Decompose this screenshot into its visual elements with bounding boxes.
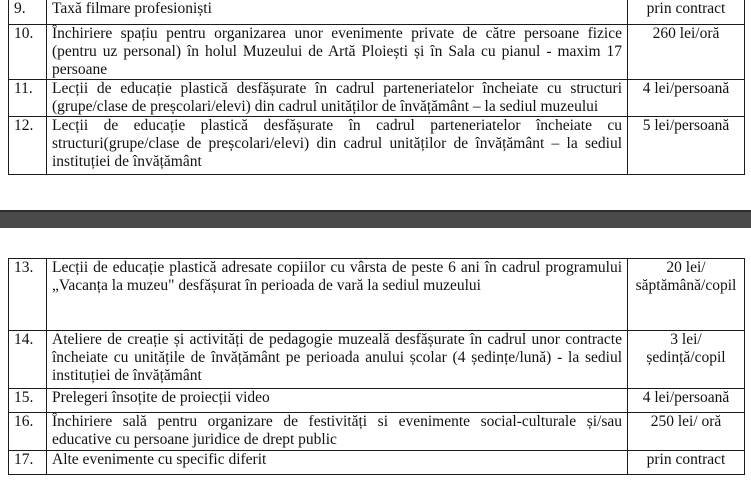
row-number: 13. [9,259,47,331]
table-row [9,451,745,475]
document-page-bottom [0,228,751,498]
table-row [9,24,745,79]
page-break-separator [0,210,751,228]
table-row [9,413,745,451]
row-price: 260 lei/oră [628,24,745,79]
row-description: Alte evenimente cu specific diferit [47,451,628,475]
row-price: 3 lei/ ședință/copil [628,331,745,389]
row-price: prin contract [628,0,745,24]
row-price: 5 lei/persoană [628,116,745,174]
row-description: Închiriere spațiu pentru organizarea unor evenimente private de către persoane fizice (pentru uz personal) în holul Muzeului de Artă Ploiești și în Sala cu pianul - maxim 17 persoane [47,24,628,79]
table-row [9,259,745,331]
row-price: 4 lei/persoană [628,389,745,413]
row-number: 15. [9,389,47,413]
row-number: 17. [9,451,47,475]
row-number: 9. [9,0,47,24]
row-number: 12. [9,116,47,174]
table-row [9,331,745,389]
row-description: Lecții de educație plastică desfășurate în cadrul parteneriatelor încheiate cu structuri(grupe/clase de preșcolari/elevi) din cadrul unităților de învățământ – la sediul instituției de învățământ [47,116,628,174]
fee-table-bottom [8,258,745,475]
row-description: Taxă filmare profesioniști [47,0,628,24]
document-page-top [0,0,751,204]
row-price: prin contract [628,451,745,475]
row-price: 4 lei/persoană [628,79,745,116]
row-number: 11. [9,79,47,116]
row-number: 14. [9,331,47,389]
row-description: Închiriere sală pentru organizare de festivități si evenimente social-culturale și/sau educative cu persoane juridice de drept public [47,413,628,451]
row-price: 250 lei/ oră [628,413,745,451]
table-row [9,389,745,413]
fee-table-top [8,0,745,175]
row-description: Lecții de educație plastică adresate copiilor cu vârsta de peste 6 ani în cadrul programului „Vacanța la muzeu" desfășurat în perioada de vară la sediul muzeului [47,259,628,331]
row-number: 10. [9,24,47,79]
table-row [9,0,745,24]
row-number: 16. [9,413,47,451]
row-price: 20 lei/ săptămână/copil [628,259,745,331]
row-description: Lecții de educație plastică desfășurate în cadrul parteneriatelor încheiate cu structuri (grupe/clase de preșcolari/elevi) din cadrul unităților de învățământ – la sediul muzeului [47,79,628,116]
table-row [9,79,745,116]
row-description: Ateliere de creație și activități de pedagogie muzeală desfășurate în cadrul unor contracte încheiate cu unitățile de învățământ pe perioada anului școlar (4 ședințe/lună) - la sediul instituției de învățământ [47,331,628,389]
row-description: Prelegeri însoțite de proiecții video [47,389,628,413]
table-row [9,116,745,174]
